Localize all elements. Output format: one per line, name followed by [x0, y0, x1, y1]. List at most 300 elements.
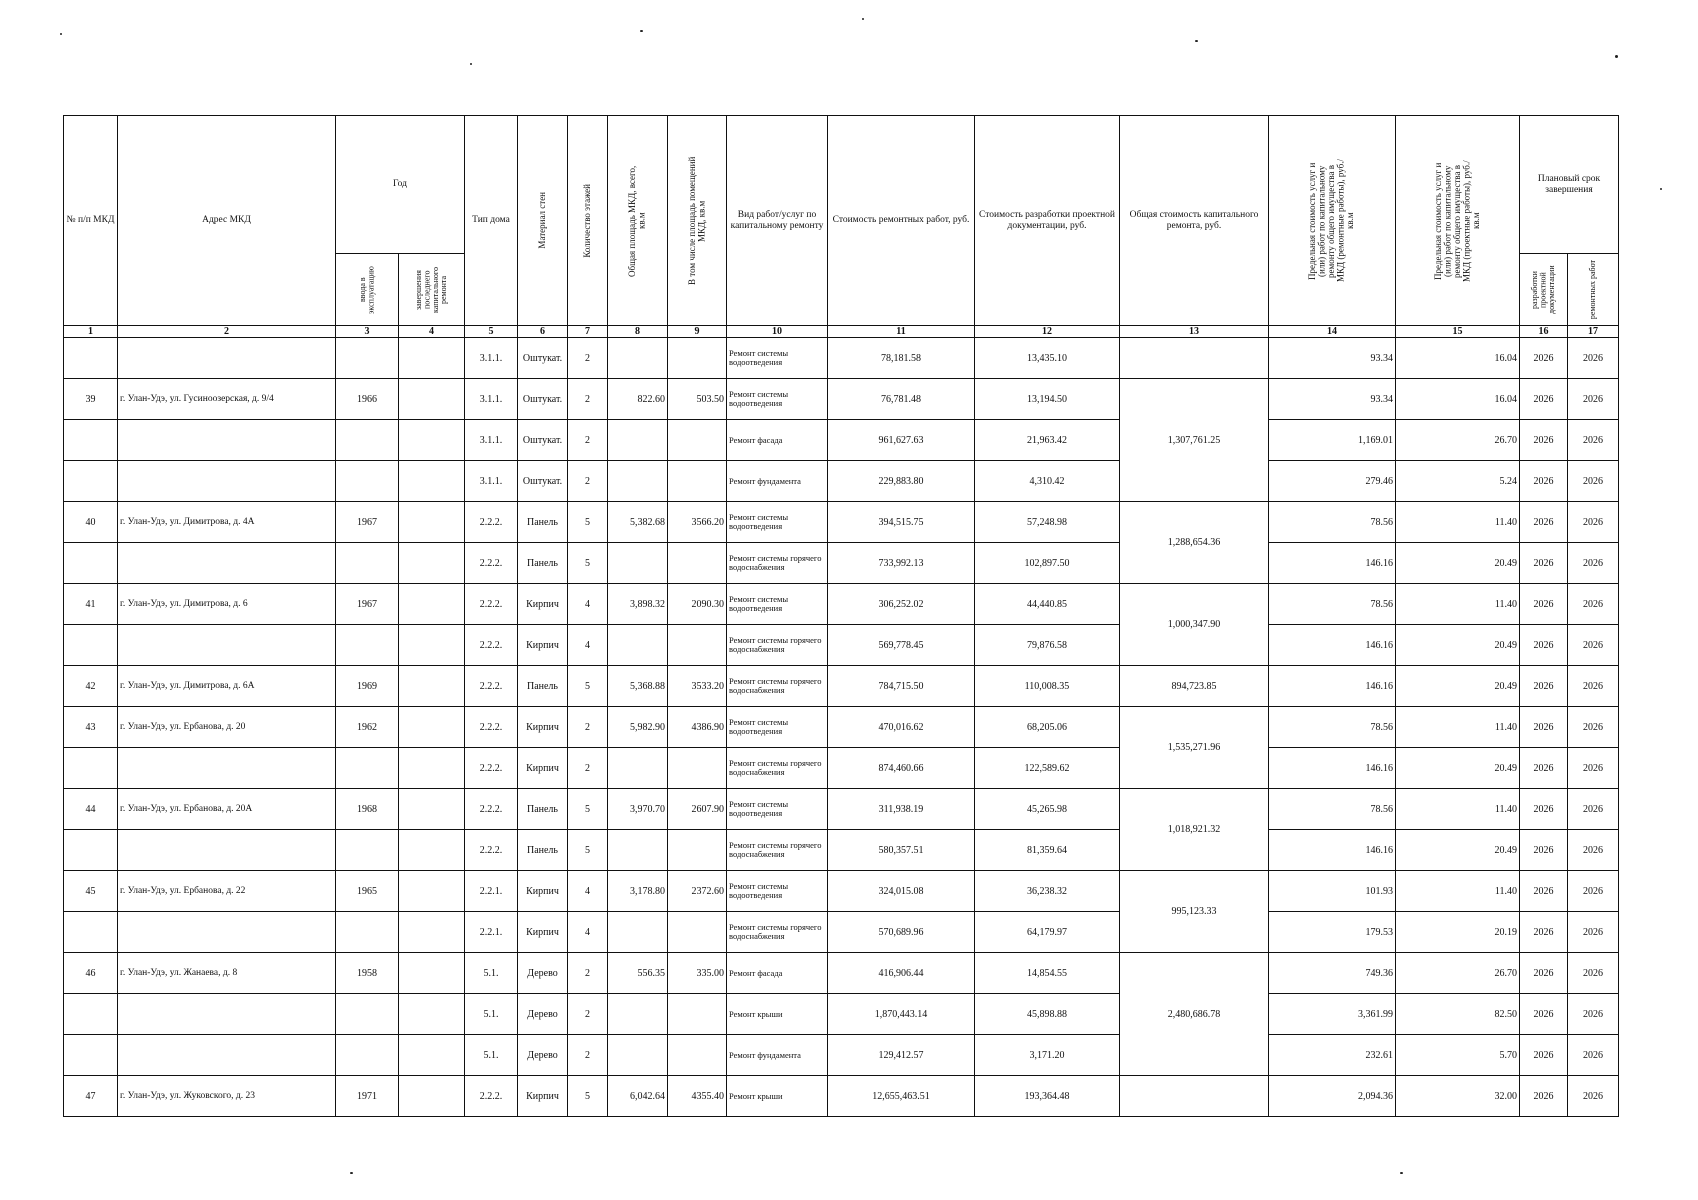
- deadline-repair: 2026: [1568, 830, 1619, 871]
- repair-cost: 129,412.57: [828, 1035, 975, 1076]
- wall-material: Кирпич: [518, 912, 568, 953]
- house-number: 40: [64, 502, 118, 543]
- limit-design: 20.49: [1396, 748, 1520, 789]
- deadline-repair: 2026: [1568, 994, 1619, 1035]
- scan-speck: [640, 30, 643, 32]
- wall-material: Дерево: [518, 953, 568, 994]
- design-cost: 21,963.42: [975, 420, 1120, 461]
- header-premises-area: [668, 116, 727, 326]
- total-cost: 1,535,271.96: [1120, 707, 1269, 789]
- limit-repair: 146.16: [1269, 543, 1396, 584]
- design-cost: 44,440.85: [975, 584, 1120, 625]
- house-address: г. Улан-Удэ, ул. Димитрова, д. 6А: [118, 666, 336, 707]
- premises-area: 2090.30: [668, 584, 727, 625]
- table-row: [64, 1035, 1619, 1076]
- limit-design: 26.70: [1396, 953, 1520, 994]
- premises-area: [668, 625, 727, 666]
- deadline-repair: 2026: [1568, 707, 1619, 748]
- table-row: [64, 789, 1619, 830]
- header-year-commission-text: ввода в эксплуатацию: [357, 265, 375, 314]
- table-row: [64, 666, 1619, 707]
- total-cost: [1120, 1076, 1269, 1117]
- header-house-type: Тип дома: [465, 116, 518, 326]
- floors: 4: [568, 871, 608, 912]
- year-last-repair: [399, 666, 465, 707]
- deadline-design: 2026: [1520, 379, 1568, 420]
- house-address: г. Улан-Удэ, ул. Жуковского, д. 23: [118, 1076, 336, 1117]
- total-cost: 1,307,761.25: [1120, 379, 1269, 502]
- scan-speck: [350, 1172, 353, 1174]
- total-area: 5,368.88: [608, 666, 668, 707]
- deadline-repair: 2026: [1568, 625, 1619, 666]
- work-type: Ремонт системы горячего водоснабжения: [727, 543, 828, 584]
- limit-design: 5.70: [1396, 1035, 1520, 1076]
- table-row: [64, 1076, 1619, 1117]
- deadline-repair: 2026: [1568, 420, 1619, 461]
- year-commission: [336, 461, 399, 502]
- house-number: [64, 830, 118, 871]
- header-deadline-design-text: разработки проектной документации: [1529, 265, 1556, 314]
- repair-cost: 306,252.02: [828, 584, 975, 625]
- limit-design: 26.70: [1396, 420, 1520, 461]
- scan-speck: [1195, 40, 1198, 42]
- house-type: 2.2.2.: [465, 666, 518, 707]
- premises-area: [668, 748, 727, 789]
- house-type: 5.1.: [465, 994, 518, 1035]
- limit-repair: 93.34: [1269, 379, 1396, 420]
- floors: 2: [568, 338, 608, 379]
- table-row: [64, 543, 1619, 584]
- year-last-repair: [399, 584, 465, 625]
- wall-material: Дерево: [518, 994, 568, 1035]
- limit-repair: 232.61: [1269, 1035, 1396, 1076]
- header-wall-material: [518, 116, 568, 326]
- limit-repair: 179.53: [1269, 912, 1396, 953]
- house-address: [118, 338, 336, 379]
- floors: 2: [568, 953, 608, 994]
- header-deadline-design: [1520, 254, 1568, 326]
- wall-material: Панель: [518, 502, 568, 543]
- premises-area: [668, 912, 727, 953]
- house-type: 2.2.2.: [465, 707, 518, 748]
- year-commission: 1967: [336, 502, 399, 543]
- limit-design: 20.49: [1396, 830, 1520, 871]
- repair-cost: 394,515.75: [828, 502, 975, 543]
- repair-cost: 229,883.80: [828, 461, 975, 502]
- table-row: [64, 461, 1619, 502]
- column-number: 17: [1568, 326, 1619, 338]
- limit-repair: 78.56: [1269, 584, 1396, 625]
- work-type: Ремонт системы горячего водоснабжения: [727, 625, 828, 666]
- house-type: 2.2.2.: [465, 789, 518, 830]
- house-address: [118, 461, 336, 502]
- header-deadline-repair: [1568, 254, 1619, 326]
- house-type: 2.2.2.: [465, 830, 518, 871]
- house-address: г. Улан-Удэ, ул. Ербанова, д. 20А: [118, 789, 336, 830]
- repair-cost: 324,015.08: [828, 871, 975, 912]
- scan-speck: [1615, 55, 1618, 58]
- total-area: [608, 912, 668, 953]
- limit-repair: 279.46: [1269, 461, 1396, 502]
- year-commission: [336, 994, 399, 1035]
- house-number: [64, 461, 118, 502]
- table-row: [64, 420, 1619, 461]
- floors: 5: [568, 502, 608, 543]
- total-cost: 1,018,921.32: [1120, 789, 1269, 871]
- total-area: [608, 994, 668, 1035]
- deadline-design: 2026: [1520, 543, 1568, 584]
- house-type: 2.2.2.: [465, 748, 518, 789]
- repair-cost: 12,655,463.51: [828, 1076, 975, 1117]
- table-row: [64, 953, 1619, 994]
- house-number: [64, 420, 118, 461]
- year-commission: [336, 625, 399, 666]
- work-type: Ремонт системы горячего водоснабжения: [727, 666, 828, 707]
- house-address: г. Улан-Удэ, ул. Димитрова, д. 6: [118, 584, 336, 625]
- limit-design: 82.50: [1396, 994, 1520, 1035]
- year-commission: 1958: [336, 953, 399, 994]
- limit-repair: 146.16: [1269, 666, 1396, 707]
- premises-area: [668, 461, 727, 502]
- repair-cost: 570,689.96: [828, 912, 975, 953]
- year-last-repair: [399, 502, 465, 543]
- limit-repair: 78.56: [1269, 707, 1396, 748]
- deadline-repair: 2026: [1568, 666, 1619, 707]
- total-area: [608, 338, 668, 379]
- deadline-repair: 2026: [1568, 502, 1619, 543]
- deadline-design: 2026: [1520, 338, 1568, 379]
- year-commission: 1967: [336, 584, 399, 625]
- work-type: Ремонт системы водоотведения: [727, 502, 828, 543]
- wall-material: Кирпич: [518, 584, 568, 625]
- column-number: 5: [465, 326, 518, 338]
- repair-cost: 874,460.66: [828, 748, 975, 789]
- repair-cost: 961,627.63: [828, 420, 975, 461]
- design-cost: 122,589.62: [975, 748, 1120, 789]
- repair-cost: 470,016.62: [828, 707, 975, 748]
- work-type: Ремонт крыши: [727, 994, 828, 1035]
- house-type: 2.2.2.: [465, 543, 518, 584]
- total-area: 3,970.70: [608, 789, 668, 830]
- house-type: 2.2.2.: [465, 625, 518, 666]
- premises-area: 3533.20: [668, 666, 727, 707]
- house-address: [118, 912, 336, 953]
- house-address: [118, 748, 336, 789]
- work-type: Ремонт системы водоотведения: [727, 584, 828, 625]
- repair-cost: 76,781.48: [828, 379, 975, 420]
- total-area: [608, 420, 668, 461]
- table-row: [64, 830, 1619, 871]
- house-number: [64, 912, 118, 953]
- house-number: 41: [64, 584, 118, 625]
- work-type: Ремонт фасада: [727, 953, 828, 994]
- deadline-repair: 2026: [1568, 1076, 1619, 1117]
- header-limit-design: [1396, 116, 1520, 326]
- house-address: г. Улан-Удэ, ул. Жанаева, д. 8: [118, 953, 336, 994]
- deadline-repair: 2026: [1568, 789, 1619, 830]
- house-type: 2.2.1.: [465, 871, 518, 912]
- year-commission: 1971: [336, 1076, 399, 1117]
- year-commission: [336, 830, 399, 871]
- work-type: Ремонт системы горячего водоснабжения: [727, 830, 828, 871]
- wall-material: Панель: [518, 830, 568, 871]
- header-total-area-text: Общая площадь МКД, всего, кв.м: [627, 164, 647, 277]
- premises-area: 3566.20: [668, 502, 727, 543]
- column-number: 9: [668, 326, 727, 338]
- table-row: [64, 584, 1619, 625]
- column-number: 14: [1269, 326, 1396, 338]
- floors: 4: [568, 912, 608, 953]
- design-cost: 64,179.97: [975, 912, 1120, 953]
- year-last-repair: [399, 379, 465, 420]
- total-cost: 995,123.33: [1120, 871, 1269, 953]
- year-last-repair: [399, 953, 465, 994]
- year-commission: [336, 748, 399, 789]
- year-commission: 1962: [336, 707, 399, 748]
- limit-design: 11.40: [1396, 871, 1520, 912]
- deadline-design: 2026: [1520, 420, 1568, 461]
- year-last-repair: [399, 912, 465, 953]
- deadline-design: 2026: [1520, 912, 1568, 953]
- house-number: [64, 338, 118, 379]
- deadline-repair: 2026: [1568, 338, 1619, 379]
- header-address: Адрес МКД: [118, 116, 336, 326]
- year-last-repair: [399, 789, 465, 830]
- scan-speck: [60, 33, 62, 35]
- design-cost: 110,008.35: [975, 666, 1120, 707]
- house-address: г. Улан-Удэ, ул. Ербанова, д. 20: [118, 707, 336, 748]
- limit-design: 20.49: [1396, 625, 1520, 666]
- header-year-last-repair: [399, 254, 465, 326]
- header-limit-repair: [1269, 116, 1396, 326]
- floors: 5: [568, 543, 608, 584]
- floors: 2: [568, 994, 608, 1035]
- work-type: Ремонт системы водоотведения: [727, 871, 828, 912]
- floors: 4: [568, 625, 608, 666]
- table-row: [64, 707, 1619, 748]
- header-deadline: Плановый срок завершения: [1520, 116, 1619, 254]
- total-area: 5,382.68: [608, 502, 668, 543]
- limit-design: 11.40: [1396, 584, 1520, 625]
- deadline-design: 2026: [1520, 1076, 1568, 1117]
- column-number: 2: [118, 326, 336, 338]
- total-area: [608, 1035, 668, 1076]
- deadline-design: 2026: [1520, 707, 1568, 748]
- design-cost: 13,435.10: [975, 338, 1120, 379]
- year-last-repair: [399, 748, 465, 789]
- house-address: [118, 994, 336, 1035]
- total-area: [608, 830, 668, 871]
- total-area: [608, 543, 668, 584]
- limit-design: 16.04: [1396, 379, 1520, 420]
- limit-design: 11.40: [1396, 789, 1520, 830]
- year-commission: [336, 1035, 399, 1076]
- house-number: 42: [64, 666, 118, 707]
- house-type: 3.1.1.: [465, 379, 518, 420]
- total-area: 6,042.64: [608, 1076, 668, 1117]
- table-row: [64, 912, 1619, 953]
- header-deadline-repair-text: ремонтных работ: [1587, 259, 1597, 320]
- deadline-design: 2026: [1520, 748, 1568, 789]
- year-commission: 1969: [336, 666, 399, 707]
- work-type: Ремонт системы горячего водоснабжения: [727, 912, 828, 953]
- year-commission: [336, 912, 399, 953]
- wall-material: Оштукат.: [518, 379, 568, 420]
- limit-repair: 3,361.99: [1269, 994, 1396, 1035]
- deadline-design: 2026: [1520, 871, 1568, 912]
- wall-material: Оштукат.: [518, 338, 568, 379]
- deadline-design: 2026: [1520, 789, 1568, 830]
- floors: 2: [568, 748, 608, 789]
- house-number: 44: [64, 789, 118, 830]
- wall-material: Кирпич: [518, 871, 568, 912]
- column-number: 8: [608, 326, 668, 338]
- year-last-repair: [399, 871, 465, 912]
- work-type: Ремонт системы водоотведения: [727, 338, 828, 379]
- floors: 2: [568, 420, 608, 461]
- column-number: 6: [518, 326, 568, 338]
- column-number: 12: [975, 326, 1120, 338]
- deadline-repair: 2026: [1568, 871, 1619, 912]
- wall-material: Панель: [518, 666, 568, 707]
- year-last-repair: [399, 830, 465, 871]
- year-commission: [336, 338, 399, 379]
- house-address: [118, 625, 336, 666]
- total-area: [608, 748, 668, 789]
- scan-speck: [862, 18, 864, 20]
- repair-cost: 1,870,443.14: [828, 994, 975, 1035]
- header-repair-cost: Стоимость ремонтных работ, руб.: [828, 116, 975, 326]
- column-number: 10: [727, 326, 828, 338]
- limit-repair: 146.16: [1269, 748, 1396, 789]
- premises-area: [668, 338, 727, 379]
- total-area: [608, 461, 668, 502]
- house-number: [64, 625, 118, 666]
- house-address: [118, 420, 336, 461]
- work-type: Ремонт фундамента: [727, 1035, 828, 1076]
- total-area: 3,178.80: [608, 871, 668, 912]
- floors: 2: [568, 379, 608, 420]
- table-row: [64, 379, 1619, 420]
- column-number: 4: [399, 326, 465, 338]
- wall-material: Кирпич: [518, 707, 568, 748]
- wall-material: Кирпич: [518, 748, 568, 789]
- premises-area: 335.00: [668, 953, 727, 994]
- house-type: 2.2.2.: [465, 584, 518, 625]
- design-cost: 3,171.20: [975, 1035, 1120, 1076]
- header-limit-repair-text: Предельная стоимость услуг и (или) работ по капитальному ремонту общего имущества в МКД (ремонтные работы), руб./кв.м: [1307, 159, 1356, 282]
- column-number: 16: [1520, 326, 1568, 338]
- repair-cost: 78,181.58: [828, 338, 975, 379]
- repair-cost: 733,992.13: [828, 543, 975, 584]
- work-type: Ремонт крыши: [727, 1076, 828, 1117]
- floors: 5: [568, 789, 608, 830]
- house-address: [118, 1035, 336, 1076]
- premises-area: 4355.40: [668, 1076, 727, 1117]
- design-cost: 14,854.55: [975, 953, 1120, 994]
- design-cost: 57,248.98: [975, 502, 1120, 543]
- scan-speck: [470, 63, 472, 65]
- table-row: [64, 871, 1619, 912]
- work-type: Ремонт системы водоотведения: [727, 789, 828, 830]
- design-cost: 45,898.88: [975, 994, 1120, 1035]
- house-address: г. Улан-Удэ, ул. Гусиноозерская, д. 9/4: [118, 379, 336, 420]
- year-commission: 1968: [336, 789, 399, 830]
- premises-area: [668, 1035, 727, 1076]
- wall-material: Оштукат.: [518, 420, 568, 461]
- premises-area: [668, 994, 727, 1035]
- header-wall-material-text: Материал стен: [536, 192, 547, 249]
- column-number: 15: [1396, 326, 1520, 338]
- column-number-row: [64, 326, 1619, 338]
- limit-repair: 78.56: [1269, 502, 1396, 543]
- floors: 5: [568, 666, 608, 707]
- house-number: 43: [64, 707, 118, 748]
- total-cost: 1,288,654.36: [1120, 502, 1269, 584]
- repair-cost: 784,715.50: [828, 666, 975, 707]
- floors: 2: [568, 461, 608, 502]
- limit-repair: 101.93: [1269, 871, 1396, 912]
- wall-material: Кирпич: [518, 1076, 568, 1117]
- floors: 2: [568, 1035, 608, 1076]
- house-number: 47: [64, 1076, 118, 1117]
- house-number: 46: [64, 953, 118, 994]
- deadline-repair: 2026: [1568, 461, 1619, 502]
- work-type: Ремонт системы водоотведения: [727, 707, 828, 748]
- limit-repair: 146.16: [1269, 830, 1396, 871]
- table-body: [64, 338, 1619, 1117]
- deadline-design: 2026: [1520, 502, 1568, 543]
- house-address: г. Улан-Удэ, ул. Ербанова, д. 22: [118, 871, 336, 912]
- limit-design: 11.40: [1396, 502, 1520, 543]
- premises-area: 4386.90: [668, 707, 727, 748]
- limit-design: 32.00: [1396, 1076, 1520, 1117]
- work-type: Ремонт фасада: [727, 420, 828, 461]
- column-number: 11: [828, 326, 975, 338]
- design-cost: 4,310.42: [975, 461, 1120, 502]
- total-area: 822.60: [608, 379, 668, 420]
- scan-speck: [1400, 1172, 1403, 1174]
- table-row: [64, 338, 1619, 379]
- house-type: 3.1.1.: [465, 420, 518, 461]
- table-row: [64, 502, 1619, 543]
- work-type: Ремонт системы водоотведения: [727, 379, 828, 420]
- house-type: 2.2.2.: [465, 502, 518, 543]
- wall-material: Дерево: [518, 1035, 568, 1076]
- design-cost: 81,359.64: [975, 830, 1120, 871]
- house-address: [118, 830, 336, 871]
- total-cost: [1120, 338, 1269, 379]
- premises-area: [668, 543, 727, 584]
- deadline-design: 2026: [1520, 830, 1568, 871]
- total-area: 5,982.90: [608, 707, 668, 748]
- design-cost: 13,194.50: [975, 379, 1120, 420]
- repair-cost: 580,357.51: [828, 830, 975, 871]
- header-year: Год: [336, 116, 465, 254]
- repair-cost: 416,906.44: [828, 953, 975, 994]
- floors: 2: [568, 707, 608, 748]
- header-total-cost: Общая стоимость капитального ремонта, руб.: [1120, 116, 1269, 326]
- deadline-design: 2026: [1520, 1035, 1568, 1076]
- header-design-cost: Стоимость разработки проектной документации, руб.: [975, 116, 1120, 326]
- header-floors: [568, 116, 608, 326]
- deadline-design: 2026: [1520, 994, 1568, 1035]
- limit-design: 16.04: [1396, 338, 1520, 379]
- premises-area: 2607.90: [668, 789, 727, 830]
- header-work-type: Вид работ/услуг по капитальному ремонту: [727, 116, 828, 326]
- premises-area: [668, 830, 727, 871]
- house-number: 39: [64, 379, 118, 420]
